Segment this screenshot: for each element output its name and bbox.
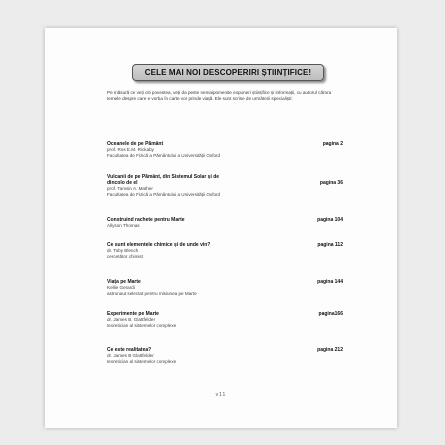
toc-entry-title: Experimente pe Marte — [107, 311, 159, 317]
toc-entry-page: pagina 2 — [322, 141, 343, 147]
toc-entry-title: Ce sunt elementele chimice și de unde vin? — [107, 242, 211, 248]
toc-entry-author: Kellie Gerardi — [107, 285, 135, 290]
toc-entry-affiliation: teoretician al sistemelor complexe — [107, 323, 177, 328]
page-number: v11 — [215, 392, 227, 398]
toc-entry-title: Viața pe Marte — [107, 279, 141, 285]
toc-entry-affiliation: teoretician al sistemelor complexe — [107, 359, 177, 364]
toc-entry-3 — [107, 217, 343, 229]
toc-entry-author: dr. James B Glattfelder — [107, 353, 154, 358]
toc-entry-author: Allyson Thomas — [107, 223, 140, 228]
toc-entry-page: pagina 144 — [317, 279, 343, 285]
toc-entry-page: pagina 104 — [317, 217, 343, 223]
toc-entry-page: pagina 112 — [317, 242, 343, 248]
toc-entry-affiliation: Facultatea de Fizică a Pământului a Universității Oxford — [107, 192, 221, 197]
section-heading: CELE MAI NOI DESCOPERIRI ȘTIINȚIFICE! — [132, 64, 324, 81]
toc-entry-page: pagina 36 — [319, 180, 343, 186]
toc-entry-author: prof. Ros E.M. Rickaby — [107, 147, 154, 152]
toc-entry-7 — [107, 347, 343, 365]
toc-entry-5 — [107, 279, 343, 297]
toc-entry-affiliation: astronaut selectat pentru misiunea pe Marte — [107, 291, 197, 296]
toc-entry-2 — [107, 174, 343, 198]
toc-entry-title: Ce este realitatea? — [107, 347, 152, 353]
toc-entry-affiliation: cercetător chimist — [107, 254, 143, 259]
toc-entry-title: Vulcanii de pe Pământ, din Sistemul Solar și de dincolo de el — [107, 174, 220, 186]
intro-paragraph: Pe măsură ce veți citi povestea, veți da peste nemaipomenite expuneri științifice și informații, cu autorul cărora temele despre care e vorba în carte vor prinde viață. Ele sunt scrise de următorii specialiști: — [107, 90, 332, 101]
toc-entry-affiliation: Facultatea de Fizică a Pământului a Universității Oxford — [107, 153, 221, 158]
toc-entry-title: Oceanele de pe Pământ — [107, 141, 164, 147]
toc-entry-author: dr. James B. Glattfelder — [107, 317, 155, 322]
toc-entry-author: prof. Tamsin A. Mather — [107, 186, 153, 191]
toc-entry-title: Construind rachete pentru Marte — [107, 217, 185, 223]
toc-entry-author: dr. Toby Blench — [107, 248, 139, 253]
toc-entry-page: pagina 212 — [317, 347, 343, 353]
toc-entry-6 — [107, 311, 343, 329]
book-page — [45, 28, 397, 428]
toc-entry-4 — [107, 242, 343, 260]
toc-entry-page: pagina166 — [318, 311, 343, 317]
toc-entry-1 — [107, 141, 343, 159]
